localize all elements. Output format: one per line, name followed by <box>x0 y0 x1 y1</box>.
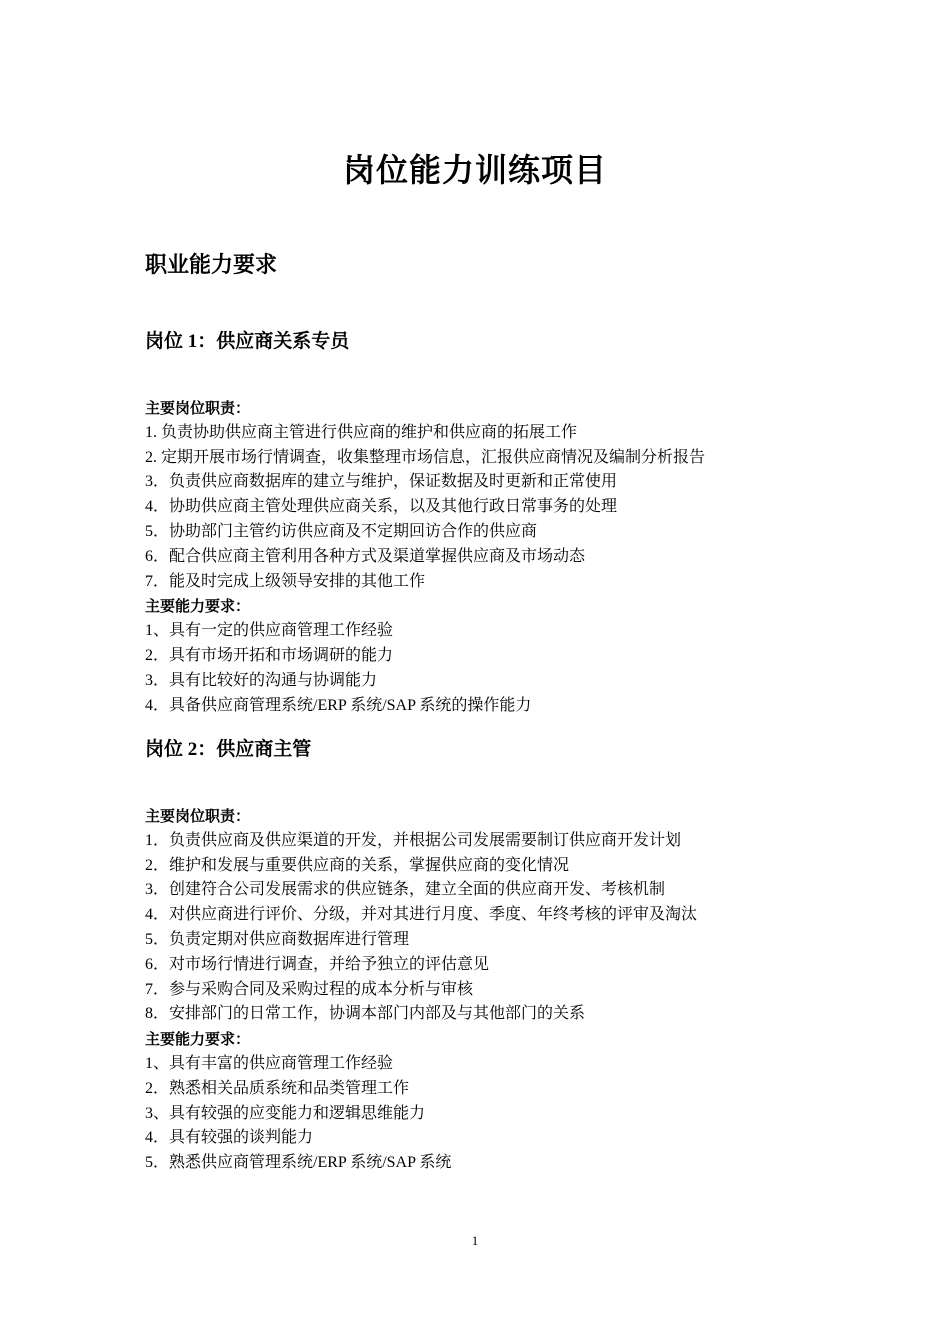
duty-item: 7．参与采购合同及采购过程的成本分析与审核 <box>145 980 474 998</box>
duty-item: 1. 负责协助供应商主管进行供应商的维护和供应商的拓展工作 <box>145 423 578 441</box>
duty-item: 3．负责供应商数据库的建立与维护，保证数据及时更新和正常使用 <box>145 473 618 491</box>
duty-item: 6．对市场行情进行调查，并给予独立的评估意见 <box>145 955 490 973</box>
ability-item: 5．熟悉供应商管理系统/ERP 系统/SAP 系统 <box>145 1154 452 1172</box>
position-2-abilities-heading: 主要能力要求： <box>145 1030 251 1049</box>
ability-item: 2．熟悉相关品质系统和品类管理工作 <box>145 1079 410 1097</box>
position-1-abilities-heading: 主要能力要求： <box>145 597 251 616</box>
ability-item: 1、具有一定的供应商管理工作经验 <box>145 622 394 640</box>
position-2-heading: 岗位 2：供应商主管 <box>145 739 312 760</box>
duty-item: 4．对供应商进行评价、分级，并对其进行月度、季度、年终考核的评审及淘汰 <box>145 906 698 924</box>
ability-item: 4．具有较强的谈判能力 <box>145 1129 314 1147</box>
ability-item: 3．具有比较好的沟通与协调能力 <box>145 671 378 689</box>
position-1-block <box>145 396 845 718</box>
document-title: 岗位能力训练项目 <box>342 151 607 189</box>
duty-item: 6．配合供应商主管利用各种方式及渠道掌握供应商及市场动态 <box>145 547 586 565</box>
section-heading: 职业能力要求 <box>145 253 278 278</box>
position-1-heading: 岗位 1：供应商关系专员 <box>145 331 350 352</box>
position-2-block <box>145 804 845 1176</box>
ability-item: 1、具有丰富的供应商管理工作经验 <box>145 1054 394 1072</box>
duty-item: 4．协助供应商主管处理供应商关系，以及其他行政日常事务的处理 <box>145 498 618 516</box>
duty-item: 5．负责定期对供应商数据库进行管理 <box>145 930 410 948</box>
duty-item: 2．维护和发展与重要供应商的关系，掌握供应商的变化情况 <box>145 856 570 874</box>
ability-item: 3、具有较强的应变能力和逻辑思维能力 <box>145 1104 426 1122</box>
ability-item: 2．具有市场开拓和市场调研的能力 <box>145 646 394 664</box>
duty-item: 3．创建符合公司发展需求的供应链条，建立全面的供应商开发、考核机制 <box>145 881 666 899</box>
duty-item: 8．安排部门的日常工作，协调本部门内部及与其他部门的关系 <box>145 1005 586 1023</box>
position-1-duties-heading: 主要岗位职责： <box>145 399 251 417</box>
position-2-duties-heading: 主要岗位职责： <box>145 807 251 825</box>
duty-item: 7．能及时完成上级领导安排的其他工作 <box>145 572 426 590</box>
duty-item: 1．负责供应商及供应渠道的开发，并根据公司发展需要制订供应商开发计划 <box>145 831 682 849</box>
duty-item: 5．协助部门主管约访供应商及不定期回访合作的供应商 <box>145 522 538 540</box>
duty-item: 2. 定期开展市场行情调查，收集整理市场信息，汇报供应商情况及编制分析报告 <box>145 448 706 466</box>
ability-item: 4．具备供应商管理系统/ERP 系统/SAP 系统的操作能力 <box>145 696 532 714</box>
page-number: 1 <box>471 1233 479 1248</box>
